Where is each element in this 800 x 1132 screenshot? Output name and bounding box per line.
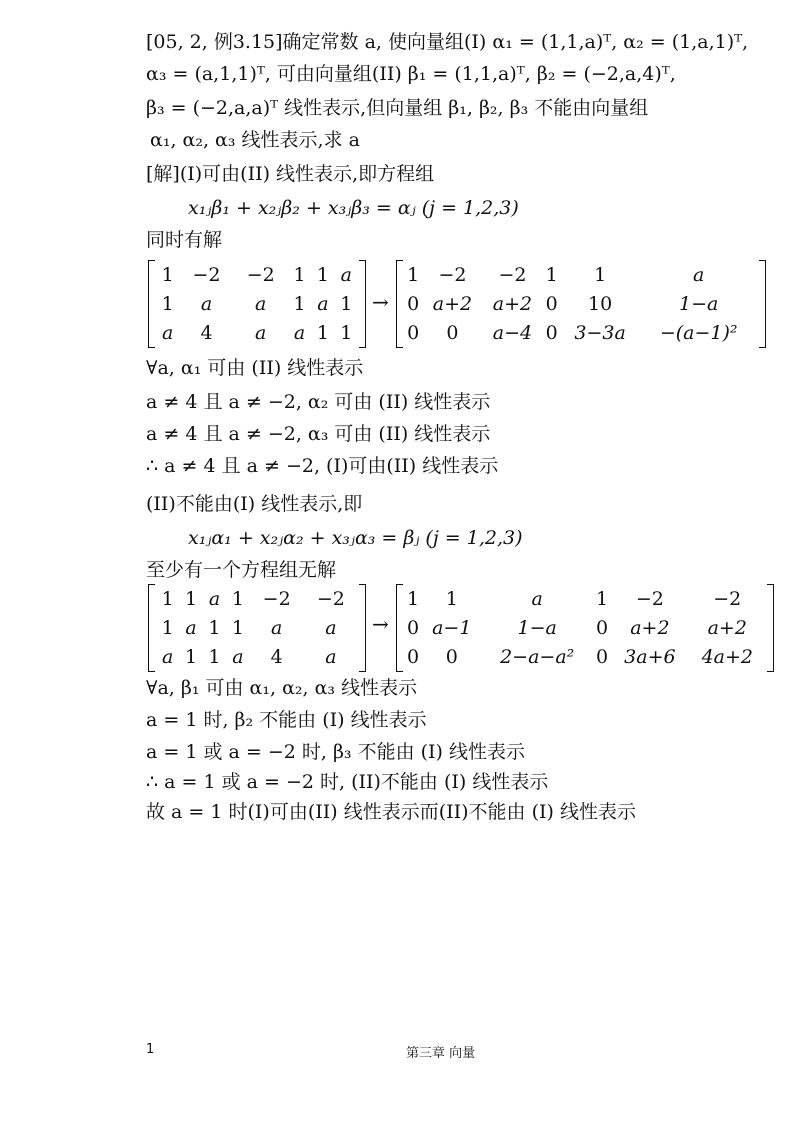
- equation-system-2: x₁ⱼα₁ + x₂ⱼα₂ + x₃ⱼα₃ = βⱼ (j = 1,2,3): [188, 527, 523, 549]
- matrix-cell: 0: [407, 292, 420, 315]
- problem-line-4: α₁, α₂, α₃ 线性表示,求 a: [150, 129, 360, 151]
- matrix-cell: a−4: [492, 321, 533, 344]
- matrix-cell: a: [200, 292, 213, 315]
- matrix-cell: 1: [231, 587, 244, 610]
- matrix-cell: a: [325, 645, 337, 668]
- matrix-cell: 1: [161, 616, 174, 639]
- matrix-cell: 1: [161, 587, 174, 610]
- matrix-cell: 2−a−a²: [500, 645, 575, 668]
- conclusion-1: ∀a, α₁ 可由 (II) 线性表示: [146, 357, 364, 379]
- matrix-cell: 1: [407, 263, 420, 286]
- chapter-title: 第三章 向量: [406, 1046, 476, 1061]
- matrix-row: [404, 642, 766, 671]
- matrix-row: [156, 260, 358, 289]
- matrix-cell: a: [531, 587, 543, 610]
- matrix-cell: a: [255, 292, 267, 315]
- matrix-cell: 1: [231, 616, 244, 639]
- matrix-cell: a: [340, 263, 352, 286]
- matrix-row: [404, 613, 766, 642]
- final-answer: 故 a = 1 时(I)可由(II) 线性表示而(II)不能由 (I) 线性表示: [146, 801, 636, 823]
- matrix-cell: −(a−1)²: [659, 321, 738, 344]
- matrix-cell: a: [232, 645, 244, 668]
- matrix-cell: 1: [594, 263, 607, 286]
- matrix-cell: a: [162, 645, 174, 668]
- matrix-cell: −2: [316, 587, 345, 610]
- matrix-cell: 1: [316, 263, 329, 286]
- matrix-cell: −2: [635, 587, 664, 610]
- matrix-cell: 1: [185, 645, 198, 668]
- matrix-cell: −2: [713, 587, 742, 610]
- matrix-cell: −2: [262, 587, 291, 610]
- matrix-row: [404, 260, 758, 289]
- matrix-1-left: [148, 260, 366, 348]
- matrix-cell: 1: [340, 321, 353, 344]
- matrix-cell: 1: [545, 263, 558, 286]
- arrow-1: →: [372, 290, 389, 314]
- matrix-cell: 1: [161, 263, 174, 286]
- matrix-cell: a: [271, 616, 283, 639]
- matrix-cell: a+2: [432, 292, 473, 315]
- matrix-cell: 3−3a: [574, 321, 626, 344]
- solution-intro: [解](I)可由(II) 线性表示,即方程组: [146, 163, 435, 185]
- matrix-row: [156, 613, 358, 642]
- matrix-cell: 1: [161, 292, 174, 315]
- problem-line-2: α₃ = (a,1,1)ᵀ, 可由向量组(II) β₁ = (1,1,a)ᵀ, β₂ = (−2,a,4)ᵀ,: [146, 63, 676, 85]
- matrix-cell: 0: [407, 321, 420, 344]
- matrix-cell: 1: [293, 263, 306, 286]
- arrow-2: →: [372, 612, 389, 636]
- matrix-cell: a: [255, 321, 267, 344]
- conclusion-6: 至少有一个方程组无解: [146, 559, 337, 581]
- matrix-cell: 1: [340, 292, 353, 315]
- matrix-cell: 3a+6: [624, 645, 676, 668]
- matrix-1-right: [396, 260, 766, 348]
- matrix-cell: 0: [407, 616, 420, 639]
- matrix-cell: 1: [407, 587, 420, 610]
- conclusion-5: (II)不能由(I) 线性表示,即: [146, 493, 363, 515]
- matrix-cell: 4a+2: [701, 645, 753, 668]
- matrix-cell: a: [293, 321, 306, 344]
- matrix-cell: a: [325, 616, 337, 639]
- matrix-row: [156, 318, 358, 347]
- matrix-cell: 0: [545, 321, 558, 344]
- matrix-cell: 4: [200, 321, 213, 344]
- matrix-cell: a: [208, 587, 221, 610]
- matrix-row: [404, 318, 758, 347]
- matrix-row: [156, 584, 358, 613]
- matrix-cell: 1−a: [517, 616, 557, 639]
- problem-line-1: [05, 2, 例3.15]确定常数 a, 使向量组(I) α₁ = (1,1,a)ᵀ, α₂ = (1,a,1)ᵀ,: [146, 31, 749, 53]
- conclusion-3: a ≠ 4 且 a ≠ −2, α₃ 可由 (II) 线性表示: [146, 423, 491, 445]
- conclusion-d2: a = 1 时, β₂ 不能由 (I) 线性表示: [146, 709, 427, 731]
- matrix-row: [156, 289, 358, 318]
- solution-line-7: 同时有解: [146, 229, 223, 251]
- matrix-cell: −2: [246, 263, 275, 286]
- matrix-cell: 0: [445, 645, 458, 668]
- matrix-cell: a+2: [492, 292, 533, 315]
- equation-system-1: x₁ⱼβ₁ + x₂ⱼβ₂ + x₃ⱼβ₃ = αⱼ (j = 1,2,3): [188, 197, 519, 219]
- matrix-cell: 0: [545, 292, 558, 315]
- page-number: 1: [146, 1042, 155, 1057]
- matrix-2-right: [396, 584, 774, 672]
- matrix-cell: 4: [270, 645, 283, 668]
- conclusion-d4: ∴ a = 1 或 a = −2 时, (II)不能由 (I) 线性表示: [146, 771, 549, 793]
- matrix-cell: 1: [293, 292, 306, 315]
- matrix-cell: −2: [438, 263, 467, 286]
- conclusion-2: a ≠ 4 且 a ≠ −2, α₂ 可由 (II) 线性表示: [146, 391, 491, 413]
- matrix-cell: 1: [185, 587, 198, 610]
- matrix-cell: 0: [596, 616, 609, 639]
- matrix-cell: 1: [208, 616, 221, 639]
- matrix-cell: 1: [445, 587, 458, 610]
- matrix-row: [156, 642, 358, 671]
- matrix-cell: a+2: [630, 616, 670, 639]
- matrix-cell: 0: [407, 645, 420, 668]
- matrix-cell: 1−a: [679, 292, 719, 315]
- matrix-row: [404, 289, 758, 318]
- matrix-cell: a−1: [432, 616, 472, 639]
- matrix-2-left: [148, 584, 366, 672]
- conclusion-d3: a = 1 或 a = −2 时, β₃ 不能由 (I) 线性表示: [146, 741, 525, 763]
- matrix-cell: 10: [588, 292, 613, 315]
- matrix-cell: 1: [596, 587, 609, 610]
- matrix-cell: −2: [192, 263, 221, 286]
- matrix-cell: 0: [446, 321, 459, 344]
- conclusion-4: ∴ a ≠ 4 且 a ≠ −2, (I)可由(II) 线性表示: [146, 455, 499, 477]
- matrix-cell: a: [162, 321, 174, 344]
- matrix-cell: a: [693, 263, 705, 286]
- matrix-cell: a: [185, 616, 197, 639]
- matrix-cell: a: [317, 292, 329, 315]
- conclusion-d1: ∀a, β₁ 可由 α₁, α₂, α₃ 线性表示: [146, 677, 418, 699]
- matrix-cell: 1: [208, 645, 221, 668]
- problem-line-3: β₃ = (−2,a,a)ᵀ 线性表示,但向量组 β₁, β₂, β₃ 不能由向量组: [146, 97, 649, 119]
- matrix-cell: 1: [316, 321, 329, 344]
- matrix-cell: −2: [498, 263, 527, 286]
- matrix-cell: a+2: [707, 616, 747, 639]
- matrix-cell: 0: [596, 645, 609, 668]
- matrix-row: [404, 584, 766, 613]
